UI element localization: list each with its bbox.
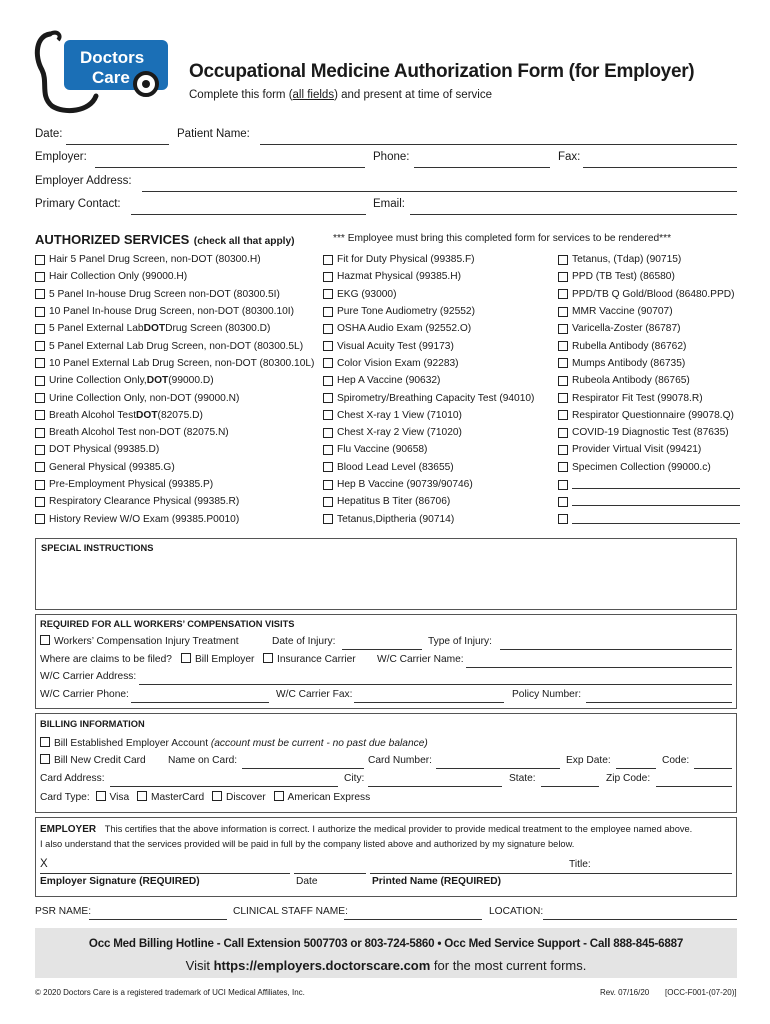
insurance-carrier-option[interactable] (263, 653, 356, 665)
authorized-services-heading (35, 231, 295, 249)
service-label: Hazmat Physical (99385.H) (337, 271, 461, 283)
service-item[interactable] (558, 286, 740, 303)
checkbox[interactable] (323, 272, 333, 282)
service-label: Tetanus,Diptheria (90714) (337, 513, 455, 525)
service-label: Respiratory Clearance Physical (99385.R) (49, 496, 240, 508)
service-label: MMR Vaccine (90707) (572, 306, 673, 318)
billing-section (35, 713, 737, 813)
service-label: 5 Panel In-house Drug Screen non-DOT (80300.5I) (49, 288, 280, 300)
checkbox[interactable] (323, 376, 333, 386)
checkbox[interactable] (558, 358, 568, 368)
service-label: Flu Vaccine (90658) (337, 444, 428, 456)
location-input[interactable] (543, 919, 737, 920)
checkbox[interactable] (558, 480, 568, 490)
visit-url-link[interactable]: https://employers.doctorscare.com (213, 958, 431, 973)
service-label: Drug Screen (80300.D) (165, 323, 271, 335)
service-item[interactable] (35, 372, 314, 389)
logo-text-line2: Care (92, 68, 130, 87)
service-label: Hepatitus B Titer (86706) (337, 496, 451, 508)
service-item[interactable] (558, 441, 740, 458)
signature-date-input[interactable] (294, 873, 366, 874)
policy-number-input[interactable] (586, 702, 732, 703)
bill-new-card-label: Bill New Credit Card (54, 755, 146, 766)
checkbox[interactable] (323, 324, 333, 334)
revision: Rev. 07/16/20 (600, 988, 650, 997)
service-label: Urine Collection Only, (49, 375, 147, 387)
service-label: DOT Physical (99385.D) (49, 444, 160, 456)
certification-line1: This certifies that the above information is correct. I authorize the medical provider to provide medical treatment to the employee named above. (104, 824, 693, 834)
service-label: Hep A Vaccine (90632) (337, 375, 441, 387)
card-address-label: Card Address: (40, 773, 105, 784)
services-col2 (323, 251, 534, 528)
services-notice: *** Employee must bring this completed form for services to be rendered*** (333, 233, 672, 244)
fax-input[interactable] (583, 167, 737, 168)
service-item[interactable] (35, 476, 314, 493)
primary-contact-label: Primary Contact: (35, 198, 121, 210)
services-col1 (35, 251, 314, 528)
card-type-label: Card Type: (40, 792, 90, 803)
checkbox[interactable] (558, 428, 568, 438)
insurance-carrier-label: Insurance Carrier (277, 654, 356, 665)
checkbox[interactable] (35, 514, 45, 524)
checkbox[interactable] (323, 341, 333, 351)
bill-established-option[interactable] (40, 737, 428, 749)
subtitle-post: ) and present at time of service (334, 89, 492, 101)
card-type-amex[interactable] (274, 792, 371, 803)
checkbox[interactable] (35, 376, 45, 386)
service-item[interactable] (558, 372, 740, 389)
service-label: Breath Alcohol Test non-DOT (82075.N) (49, 427, 229, 439)
service-label-dot: DOT (146, 375, 169, 387)
employer-input[interactable] (95, 167, 365, 168)
service-item[interactable] (35, 493, 314, 510)
service-label: Hep B Vaccine (90739/90746) (337, 479, 473, 490)
checkbox[interactable] (212, 791, 222, 801)
employer-signature-label: Employer Signature (REQUIRED) (40, 876, 200, 887)
service-item[interactable] (323, 286, 534, 303)
service-item[interactable] (558, 251, 740, 268)
zip-input[interactable] (656, 786, 732, 787)
discover-label: Discover (226, 792, 266, 803)
special-instructions-box[interactable] (35, 538, 737, 610)
service-label: COVID-19 Diagnostic Test (87635) (572, 427, 729, 439)
date-label: Date: (35, 128, 63, 140)
wc-injury-treatment-label: Workers’ Compensation Injury Treatment (54, 636, 239, 647)
state-label: State: (509, 773, 536, 784)
service-label: Specimen Collection (99000.c) (572, 461, 711, 473)
service-item[interactable] (323, 441, 534, 458)
service-item[interactable] (558, 268, 740, 285)
service-label-dot: DOT (143, 323, 166, 335)
checkbox[interactable] (558, 376, 568, 386)
service-label: Hair 5 Panel Drug Screen, non-DOT (80300.H) (49, 254, 261, 266)
patient-name-input[interactable] (260, 144, 737, 145)
service-label: EKG (93000) (337, 288, 397, 300)
service-item[interactable] (323, 372, 534, 389)
service-label: Fit for Duty Physical (99385.F) (337, 254, 475, 266)
checkbox[interactable] (558, 410, 568, 420)
custom-service-input[interactable] (572, 480, 740, 489)
service-label: Chest X-ray 1 View (71010) (337, 409, 462, 421)
service-label: Rubeola Antibody (86765) (572, 375, 690, 387)
service-label: 5 Panel External Lab (49, 323, 144, 335)
service-label: OSHA Audio Exam (92552.O) (337, 323, 472, 335)
checkbox[interactable] (35, 428, 45, 438)
name-on-card-label: Name on Card: (168, 755, 238, 766)
service-item-blank[interactable] (558, 476, 740, 493)
service-item[interactable] (323, 424, 534, 441)
card-address-input[interactable] (110, 786, 338, 787)
checkbox[interactable] (558, 497, 568, 507)
carrier-phone-input[interactable] (131, 702, 269, 703)
employer-address-label: Employer Address: (35, 175, 132, 187)
service-label: Mumps Antibody (86735) (572, 357, 686, 369)
card-number-label: Card Number: (368, 755, 432, 766)
bill-employer-label: Bill Employer (195, 654, 255, 665)
service-label: Respirator Questionnaire (99078.Q) (572, 409, 734, 421)
carrier-fax-input[interactable] (354, 702, 504, 703)
service-label: Color Vision Exam (92283) (337, 357, 459, 369)
card-type-mastercard[interactable] (137, 792, 204, 803)
checkbox[interactable] (35, 289, 45, 299)
form-code: [OCC-F001-(07-20)] (665, 988, 737, 997)
service-item[interactable] (558, 407, 740, 424)
footer-bar (35, 928, 737, 978)
email-input[interactable] (410, 214, 737, 215)
service-label: (82075.D) (157, 409, 203, 421)
state-input[interactable] (541, 786, 599, 787)
zip-label: Zip Code: (606, 773, 651, 784)
employer-label: Employer: (35, 151, 87, 163)
carrier-name-input[interactable] (466, 667, 732, 668)
service-item[interactable] (35, 268, 314, 285)
checkbox[interactable] (35, 480, 45, 490)
checkbox[interactable] (181, 653, 191, 663)
service-item[interactable] (323, 337, 534, 354)
amex-label: American Express (287, 792, 371, 803)
service-item[interactable] (558, 459, 740, 476)
checkbox[interactable] (323, 428, 333, 438)
custom-service-input[interactable] (572, 515, 740, 524)
checkbox[interactable] (263, 653, 273, 663)
checkbox[interactable] (35, 272, 45, 282)
checkbox[interactable] (35, 410, 45, 420)
checkbox[interactable] (323, 462, 333, 472)
service-item[interactable] (35, 389, 314, 406)
service-item[interactable] (558, 389, 740, 406)
footer-hotline: Occ Med Billing Hotline - Call Extension 5007703 or 803-724-5860 • Occ Med Service Support - Call 888-845-6887 (88, 937, 684, 950)
service-label: General Physical (99385.G) (49, 461, 175, 473)
city-label: City: (344, 773, 365, 784)
name-on-card-input[interactable] (242, 768, 364, 769)
type-of-injury-input[interactable] (500, 649, 732, 650)
special-instructions-heading: SPECIAL INSTRUCTIONS (41, 543, 154, 553)
service-item[interactable] (558, 303, 740, 320)
service-label: (99000.D) (168, 375, 214, 387)
service-item[interactable] (35, 355, 314, 372)
checkbox[interactable] (323, 480, 333, 490)
checkbox[interactable] (558, 462, 568, 472)
checkbox[interactable] (40, 635, 50, 645)
type-of-injury-label: Type of Injury: (428, 636, 492, 647)
visa-label: Visa (109, 792, 130, 803)
service-item[interactable] (323, 320, 534, 337)
bill-established-note: (account must be current - no past due balance) (210, 738, 428, 749)
phone-input[interactable] (414, 167, 550, 168)
employer-signature-input[interactable] (40, 873, 290, 874)
city-input[interactable] (368, 786, 502, 787)
checkbox[interactable] (323, 410, 333, 420)
email-label: Email: (373, 198, 405, 210)
service-item[interactable] (558, 424, 740, 441)
code-input[interactable] (694, 768, 732, 769)
service-item[interactable] (558, 337, 740, 354)
service-item[interactable] (35, 286, 314, 303)
checkbox[interactable] (558, 445, 568, 455)
visit-post: for the most current forms. (430, 958, 587, 973)
card-type-row (40, 791, 370, 803)
service-label: 5 Panel External Lab Drug Screen, non-DOT (80300.5L) (49, 340, 304, 352)
checkbox[interactable] (40, 754, 50, 764)
checkbox[interactable] (558, 324, 568, 334)
exp-date-input[interactable] (616, 768, 656, 769)
service-item[interactable] (323, 407, 534, 424)
printed-name-label: Printed Name (REQUIRED) (372, 876, 502, 887)
clinical-staff-input[interactable] (344, 919, 482, 920)
custom-service-input[interactable] (572, 497, 740, 506)
service-item[interactable] (323, 510, 534, 527)
service-item[interactable] (35, 251, 314, 268)
card-type-discover[interactable] (212, 792, 266, 803)
service-label: PPD/TB Q Gold/Blood (86480.PPD) (572, 288, 735, 300)
checkbox[interactable] (558, 255, 568, 265)
service-item[interactable] (323, 251, 534, 268)
bill-new-card-option[interactable] (40, 754, 146, 766)
service-label: PPD (TB Test) (86580) (572, 271, 675, 283)
policy-number-label: Policy Number: (512, 689, 582, 700)
bill-employer-option[interactable] (181, 653, 254, 665)
checkbox[interactable] (323, 289, 333, 299)
services-heading-note: (check all that apply) (193, 236, 295, 247)
service-item[interactable] (35, 320, 314, 337)
checkbox[interactable] (558, 272, 568, 282)
card-number-input[interactable] (436, 768, 560, 769)
page-title: Occupational Medicine Authorization Form (for Employer) (189, 61, 695, 82)
checkbox[interactable] (35, 255, 45, 265)
title-label: Title: (569, 859, 591, 870)
service-item[interactable] (323, 493, 534, 510)
certification-text (40, 822, 734, 852)
checkbox[interactable] (35, 324, 45, 334)
claims-question: Where are claims to be filed? (40, 654, 172, 665)
services-col3 (558, 251, 740, 528)
service-label: Blood Lead Level (83655) (337, 461, 454, 473)
location-label: LOCATION: (489, 906, 544, 917)
checkbox[interactable] (35, 358, 45, 368)
exp-date-label: Exp Date: (566, 755, 611, 766)
printed-name-input[interactable] (370, 873, 732, 874)
footer-visit (35, 958, 737, 973)
mastercard-label: MasterCard (150, 792, 205, 803)
service-item[interactable] (323, 268, 534, 285)
checkbox[interactable] (323, 358, 333, 368)
psr-name-label: PSR NAME: (35, 906, 92, 917)
certification-line2: I also understand that the services provided will be paid in full by the company listed above and authorized by my signature below. (40, 839, 575, 849)
service-item[interactable] (35, 510, 314, 527)
billing-heading: BILLING INFORMATION (40, 719, 145, 729)
service-item[interactable] (558, 355, 740, 372)
service-item[interactable] (35, 424, 314, 441)
fax-label: Fax: (558, 151, 581, 163)
checkbox[interactable] (323, 445, 333, 455)
logo-text-line1: Doctors (80, 48, 145, 67)
checkbox[interactable] (274, 791, 284, 801)
checkbox[interactable] (96, 791, 106, 801)
service-label: Visual Acuity Test (99173) (337, 340, 454, 352)
service-item[interactable] (35, 337, 314, 354)
service-label: Respirator Fit Test (99078.R) (572, 392, 703, 404)
service-item-blank[interactable] (558, 493, 740, 510)
wc-heading: REQUIRED FOR ALL WORKERS’ COMPENSATION VISITS (40, 619, 295, 629)
service-item[interactable] (35, 441, 314, 458)
date-of-injury-label: Date of Injury: (272, 636, 336, 647)
date-of-injury-input[interactable] (342, 649, 422, 650)
service-item[interactable] (323, 476, 534, 493)
service-label: 10 Panel External Lab Drug Screen, non-DOT (80300.10L) (49, 357, 315, 369)
service-label: Spirometry/Breathing Capacity Test (94010) (337, 392, 535, 404)
service-item[interactable] (35, 459, 314, 476)
psr-name-input[interactable] (89, 919, 227, 920)
service-label: Varicella-Zoster (86787) (572, 323, 681, 335)
carrier-address-input[interactable] (139, 684, 732, 685)
checkbox[interactable] (137, 791, 147, 801)
checkbox[interactable] (558, 393, 568, 403)
checkbox[interactable] (323, 255, 333, 265)
checkbox[interactable] (35, 341, 45, 351)
service-label: Breath Alcohol Test (49, 409, 137, 421)
patient-name-label: Patient Name: (177, 128, 250, 140)
carrier-phone-label: W/C Carrier Phone: (40, 689, 129, 700)
service-label: Provider Virtual Visit (99421) (572, 444, 702, 456)
service-label-dot: DOT (136, 409, 158, 421)
workers-comp-section (35, 614, 737, 709)
carrier-name-label: W/C Carrier Name: (377, 654, 464, 665)
employer-label: EMPLOYER (40, 824, 97, 835)
service-item[interactable] (558, 320, 740, 337)
checkbox[interactable] (323, 393, 333, 403)
service-label: History Review W/O Exam (99385.P0010) (49, 513, 240, 525)
checkbox[interactable] (558, 341, 568, 351)
carrier-address-label: W/C Carrier Address: (40, 671, 137, 682)
clinical-staff-label: CLINICAL STAFF NAME: (233, 906, 348, 917)
service-label: Tetanus, (Tdap) (90715) (572, 254, 682, 266)
page-subtitle (189, 89, 492, 101)
wc-injury-treatment[interactable] (40, 635, 239, 647)
primary-contact-input[interactable] (131, 214, 366, 215)
checkbox[interactable] (558, 514, 568, 524)
checkbox[interactable] (558, 289, 568, 299)
doctors-care-logo (30, 26, 170, 116)
checkbox[interactable] (35, 307, 45, 317)
service-item[interactable] (323, 303, 534, 320)
checkbox[interactable] (323, 514, 333, 524)
service-label: Chest X-ray 2 View (71020) (337, 427, 462, 439)
date-input[interactable] (66, 144, 169, 145)
signature-x: X (40, 858, 48, 870)
service-label: Hair Collection Only (99000.H) (49, 271, 188, 283)
service-item[interactable] (323, 355, 534, 372)
phone-label: Phone: (373, 151, 410, 163)
checkbox[interactable] (35, 445, 45, 455)
checkbox[interactable] (35, 393, 45, 403)
service-item-blank[interactable] (558, 510, 740, 527)
service-label: Pre-Employment Physical (99385.P) (49, 479, 214, 490)
checkbox[interactable] (40, 737, 50, 747)
service-label: Rubella Antibody (86762) (572, 340, 687, 352)
subtitle-pre: Complete this form ( (189, 89, 293, 101)
checkbox[interactable] (323, 497, 333, 507)
checkbox[interactable] (35, 462, 45, 472)
card-type-visa[interactable] (96, 792, 130, 803)
carrier-fax-label: W/C Carrier Fax: (276, 689, 353, 700)
signature-date-label: Date (296, 876, 318, 887)
checkbox[interactable] (558, 307, 568, 317)
services-heading-text: AUTHORIZED SERVICES (35, 232, 190, 247)
employer-certification-section (35, 817, 737, 897)
code-label: Code: (662, 755, 690, 766)
copyright: © 2020 Doctors Care is a registered trademark of UCI Medical Affiliates, Inc. (35, 988, 305, 997)
service-item[interactable] (323, 389, 534, 406)
service-item[interactable] (323, 459, 534, 476)
service-item[interactable] (35, 303, 314, 320)
checkbox[interactable] (35, 497, 45, 507)
checkbox[interactable] (323, 307, 333, 317)
bill-established-label: Bill Established Employer Account (54, 738, 209, 749)
visit-pre: Visit (185, 958, 214, 973)
service-label: 10 Panel In-house Drug Screen, non-DOT (80300.10I) (49, 306, 295, 318)
service-item[interactable] (35, 407, 314, 424)
subtitle-all-fields: all fields (292, 89, 335, 101)
service-label: Urine Collection Only, non-DOT (99000.N) (49, 392, 240, 404)
service-label: Pure Tone Audiometry (92552) (337, 306, 475, 318)
employer-address-input[interactable] (142, 191, 737, 192)
